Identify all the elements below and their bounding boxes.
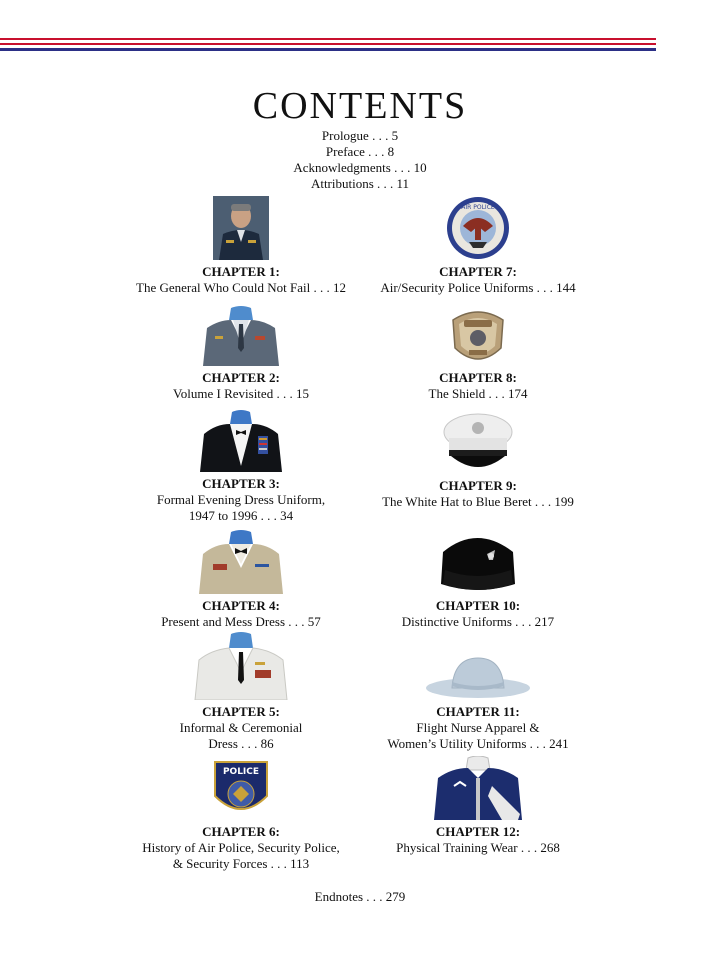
tan-uniform-image (197, 530, 285, 594)
chapter-title: Formal Evening Dress Uniform, (156, 492, 326, 507)
chapter-entry-2[interactable] (121, 306, 361, 402)
front-matter-item[interactable]: Prologue . . . 5 (321, 128, 399, 143)
red-stripe (0, 38, 656, 40)
chapter-title: History of Air Police, Security Police, (142, 840, 340, 855)
uniform-jacket-image (199, 306, 283, 366)
svg-text:POLICE: POLICE (222, 767, 260, 777)
chapter-entry-9[interactable] (358, 412, 598, 510)
chapter-label: CHAPTER 7: (439, 264, 517, 279)
black-fur-cap-image (437, 530, 519, 594)
chapter-label: CHAPTER 4: (202, 598, 280, 613)
chapter-title-line-2: 1947 to 1996 . . . 34 (188, 508, 294, 523)
chapter-label: CHAPTER 2: (202, 370, 280, 385)
chapter-title: Flight Nurse Apparel & (416, 720, 540, 735)
chapter-label: CHAPTER 8: (439, 370, 517, 385)
chapter-title-line-2: Dress . . . 86 (208, 736, 274, 751)
chapter-title-line-2: Women’s Utility Uniforms . . . 241 (387, 736, 569, 751)
endnotes-entry[interactable]: Endnotes . . . 279 (314, 889, 406, 904)
chapter-label: CHAPTER 10: (435, 598, 521, 613)
chapter-entry-11[interactable] (358, 652, 598, 752)
chapter-label: CHAPTER 12: (435, 824, 521, 839)
utility-bonnie-hat-image (424, 652, 532, 700)
white-service-cap-image (439, 412, 517, 474)
chapter-entry-10[interactable] (358, 530, 598, 630)
chapter-title: The White Hat to Blue Beret . . . 199 (382, 494, 574, 509)
chapter-label: CHAPTER 5: (202, 704, 280, 719)
white-gap (0, 41, 656, 42)
chapter-title: Distinctive Uniforms . . . 217 (401, 614, 555, 629)
white-ceremonial-uniform-image (193, 632, 289, 700)
chapter-entry-4[interactable] (121, 530, 361, 630)
chapter-title-line-2: & Security Forces . . . 113 (172, 856, 310, 871)
header-stripes (0, 38, 656, 52)
blue-stripe (0, 48, 656, 51)
chapter-label: CHAPTER 11: (436, 704, 520, 719)
police-badge-image (447, 306, 509, 366)
front-matter-list (0, 128, 720, 192)
pt-jacket-image (432, 756, 524, 820)
chapter-title: The Shield . . . 174 (428, 386, 528, 401)
chapter-entry-3[interactable] (121, 410, 361, 524)
chapter-title: Physical Training Wear . . . 268 (396, 840, 560, 855)
front-matter-item[interactable]: Acknowledgments . . . 10 (293, 160, 427, 175)
chapter-label: CHAPTER 6: (202, 824, 280, 839)
air-police-patch-image (445, 196, 511, 260)
chapter-entry-5[interactable] (121, 632, 361, 752)
chapter-entry-1[interactable] (121, 196, 361, 296)
chapter-title: Air/Security Police Uniforms . . . 144 (380, 280, 576, 295)
chapter-entry-7[interactable] (358, 196, 598, 296)
chapter-entry-12[interactable] (358, 756, 598, 856)
front-matter-item[interactable]: Preface . . . 8 (325, 144, 395, 159)
white-gap-2 (0, 46, 656, 47)
chapter-entry-6[interactable] (121, 756, 361, 872)
page-title: CONTENTS (252, 85, 468, 127)
red-stripe-2 (0, 43, 656, 45)
chapter-title: Volume I Revisited . . . 15 (173, 386, 309, 401)
svg-text:AIR POLICE: AIR POLICE (461, 204, 495, 211)
chapter-label: CHAPTER 9: (439, 478, 517, 493)
chapter-title: Informal & Ceremonial (179, 720, 303, 735)
chapter-title: Present and Mess Dress . . . 57 (161, 614, 321, 629)
chapter-label: CHAPTER 3: (202, 476, 280, 491)
front-matter-item[interactable]: Attributions . . . 11 (310, 176, 410, 191)
chapter-entry-8[interactable] (358, 306, 598, 402)
portrait-photo-image (213, 196, 269, 260)
chapter-label: CHAPTER 1: (202, 264, 280, 279)
chapter-title: The General Who Could Not Fail . . . 12 (136, 280, 346, 295)
security-forces-patch-image (211, 756, 271, 820)
evening-dress-image (198, 410, 284, 472)
